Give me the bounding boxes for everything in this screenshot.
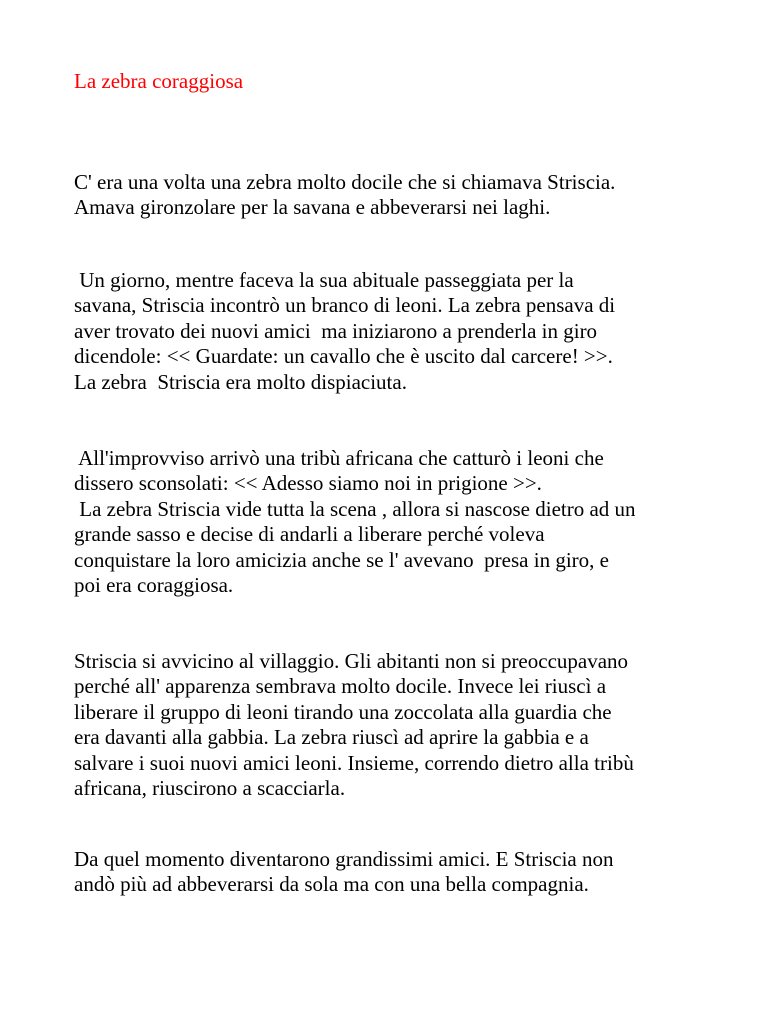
paragraph-line: perché all' apparenza sembrava molto docile. Invece lei riuscì a [74,674,607,699]
paragraph-line: conquistare la loro amicizia anche se l' avevano presa in giro, e [74,547,609,572]
paragraph-line: poi era coraggiosa. [74,573,234,598]
paragraph-line: Un giorno, mentre faceva la sua abituale passeggiata per la [74,268,574,292]
paragraph-line: liberare il gruppo di leoni tirando una zoccolata alla guardia che [74,699,612,724]
paragraph-line: La zebra Striscia era molto dispiaciuta. [74,369,407,394]
paragraph-line: grande sasso e decise di andarli a liberare perché voleva [74,522,545,547]
paragraph-line: Striscia si avvicino al villaggio. Gli abitanti non si preoccupavano [74,649,629,673]
story-title: La zebra coraggiosa [74,69,244,93]
paragraph-line: dissero sconsolati: << Adesso siamo noi in prigione >>. [74,471,542,496]
paragraph-4 [74,649,714,801]
paragraph-line: La zebra Striscia vide tutta la scena , allora si nascose dietro ad un [74,496,636,521]
paragraph-3 [74,446,714,598]
paragraph-line: andò più ad abbeverarsi da sola ma con una bella compagnia. [74,872,589,897]
paragraph-line: Amava gironzolare per la savana e abbeverarsi nei laghi. [74,195,551,220]
paragraph-2 [74,268,714,395]
paragraph-line: dicendole: << Guardate: un cavallo che è uscito dal carcere! >>. [74,344,613,369]
paragraph-line: aver trovato dei nuovi amici ma iniziarono a prenderla in giro [74,318,598,343]
paragraph-1 [74,170,714,221]
paragraph-line: C' era una volta una zebra molto docile che si chiamava Striscia. [74,170,616,194]
paragraph-line: All'improvviso arrivò una tribù africana che catturò i leoni che [74,446,604,470]
paragraph-line: salvare i suoi nuovi amici leoni. Insieme, correndo dietro alla tribù [74,750,634,775]
paragraph-5 [74,847,714,898]
paragraph-line: savana, Striscia incontrò un branco di leoni. La zebra pensava di [74,293,616,318]
paragraph-line: africana, riuscirono a scacciarla. [74,776,346,801]
paragraph-line: era davanti alla gabbia. La zebra riuscì ad aprire la gabbia e a [74,725,589,750]
paragraph-line: Da quel momento diventarono grandissimi amici. E Striscia non [74,847,614,871]
